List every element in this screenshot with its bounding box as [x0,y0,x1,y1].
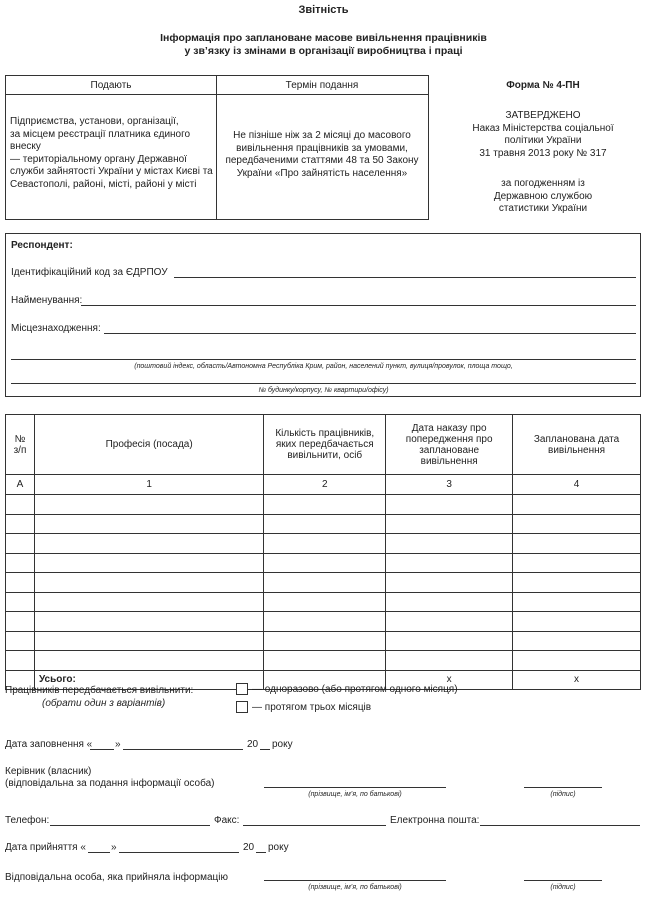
approved-block: ЗАТВЕРДЖЕНО Наказ Міністерства соціальної політики України 31 травня 2013 року № 317 [472,110,614,159]
location-label: Місцезнаходження: [11,323,101,334]
responsible-label: Відповідальна особа, яка прийняла інформацію [5,872,228,883]
manager-sublabel: (відповідальна за подання інформації особа) [5,778,215,789]
phone-field[interactable] [50,825,210,826]
address-field-2[interactable] [11,383,636,384]
name-field[interactable] [81,305,636,306]
table-row [6,514,641,534]
email-label: Електронна пошта: [390,815,480,826]
fill-date-month-field[interactable] [123,749,243,750]
subtitle-line-2: у зв’язку із змінами в організації виробництва і праці [184,45,463,57]
responsible-sign-field[interactable] [524,880,602,881]
header-profession: Професія (посада) [34,415,263,475]
form-number: Форма № 4-ПН [506,80,580,91]
edrpou-label: Ідентифікаційний код за ЄДРПОУ [11,267,168,278]
table-index-row: А 1 2 3 4 [6,475,641,495]
table-header-row [6,415,641,475]
accept-date-label: Дата прийняття « [5,842,86,853]
table-row [6,631,641,651]
responsible-name-hint: (прізвище, ім’я, по батькові) [308,884,402,891]
page-title: Звітність [298,4,349,16]
manager-name-field[interactable] [264,787,446,788]
header-release-date: Запланована дата вивільнення [513,415,641,475]
respondent-box [5,233,641,397]
header-num: № з/п [6,415,35,475]
total-col4: х [513,670,641,689]
submit-col2-header: Термін подання [285,80,359,91]
fill-date-day-field[interactable] [90,749,114,750]
accept-date-month-field[interactable] [119,852,239,853]
accept-date-day-field[interactable] [88,852,110,853]
table-row [6,495,641,515]
subtitle-line-1: Інформація про заплановане масове вивільнення працівників [160,32,487,44]
table-row [6,573,641,593]
total-col3: х [386,670,513,689]
submit-col1-header: Подають [90,80,132,91]
main-table [5,414,641,690]
option-three-months-label: — протягом трьох місяців [252,702,372,713]
fax-label: Факс: [214,815,240,826]
responsible-name-field[interactable] [264,880,446,881]
location-field[interactable] [104,333,636,334]
respondent-header: Респондент: [11,240,73,251]
table-row [6,592,641,612]
table-row [6,651,641,671]
email-field[interactable] [480,825,640,826]
option-once-checkbox[interactable] [236,683,248,695]
agreed-block: за погодженням із Державною службою статистики України [493,178,593,214]
phone-label: Телефон: [5,815,50,826]
manager-label: Керівник (власник) [5,766,92,777]
manager-sign-hint: (підпис) [550,791,576,798]
table-row [6,534,641,554]
edrpou-field[interactable] [174,277,636,278]
submit-table [5,75,429,220]
name-label: Найменування: [11,295,83,306]
address-hint-1: (поштовий індекс, область/Автономна Республіка Крим, район, населений пункт, вулиця/провулок, площа тощо, [134,363,513,370]
release-label: Працівників передбачається вивільнити: [5,685,194,696]
table-row [6,553,641,573]
submit-col1-text: Підприємства, установи, організації, за місцем реєстрації платника єдиного внеску — територіальному органу Державної служби зайнятості України у містах Києві та Севастополі, районі, місті, районі у місті [10,116,213,190]
fill-date-label: Дата заповнення « [5,739,93,750]
responsible-sign-hint: (підпис) [550,884,576,891]
release-hint: (обрати один з варіантів) [42,698,166,709]
option-once-label: — одноразово (або протягом одного місяця) [252,684,458,695]
header-count: Кількість працівників, яких передбачається вивільнити, осіб [264,415,386,475]
manager-name-hint: (прізвище, ім’я, по батькові) [308,791,402,798]
fill-date-year-field[interactable] [260,749,270,750]
address-hint-2: № будинку/корпусу, № квартири/офісу) [258,387,389,394]
submit-col2-text: Не пізніше ніж за 2 місяці до масового вивільнення працівників за умовами, передбаченими статтями 48 та 50 Закону України «Про зайнятість населення» [225,130,419,179]
accept-date-year-field[interactable] [256,852,266,853]
address-field-1[interactable] [11,359,636,360]
fax-field[interactable] [243,825,386,826]
table-row [6,612,641,632]
total-label: Усього: [34,670,263,689]
option-three-months-checkbox[interactable] [236,701,248,713]
manager-sign-field[interactable] [524,787,602,788]
header-order-date: Дата наказу про попередження про заплановане вивільнення [386,415,513,475]
